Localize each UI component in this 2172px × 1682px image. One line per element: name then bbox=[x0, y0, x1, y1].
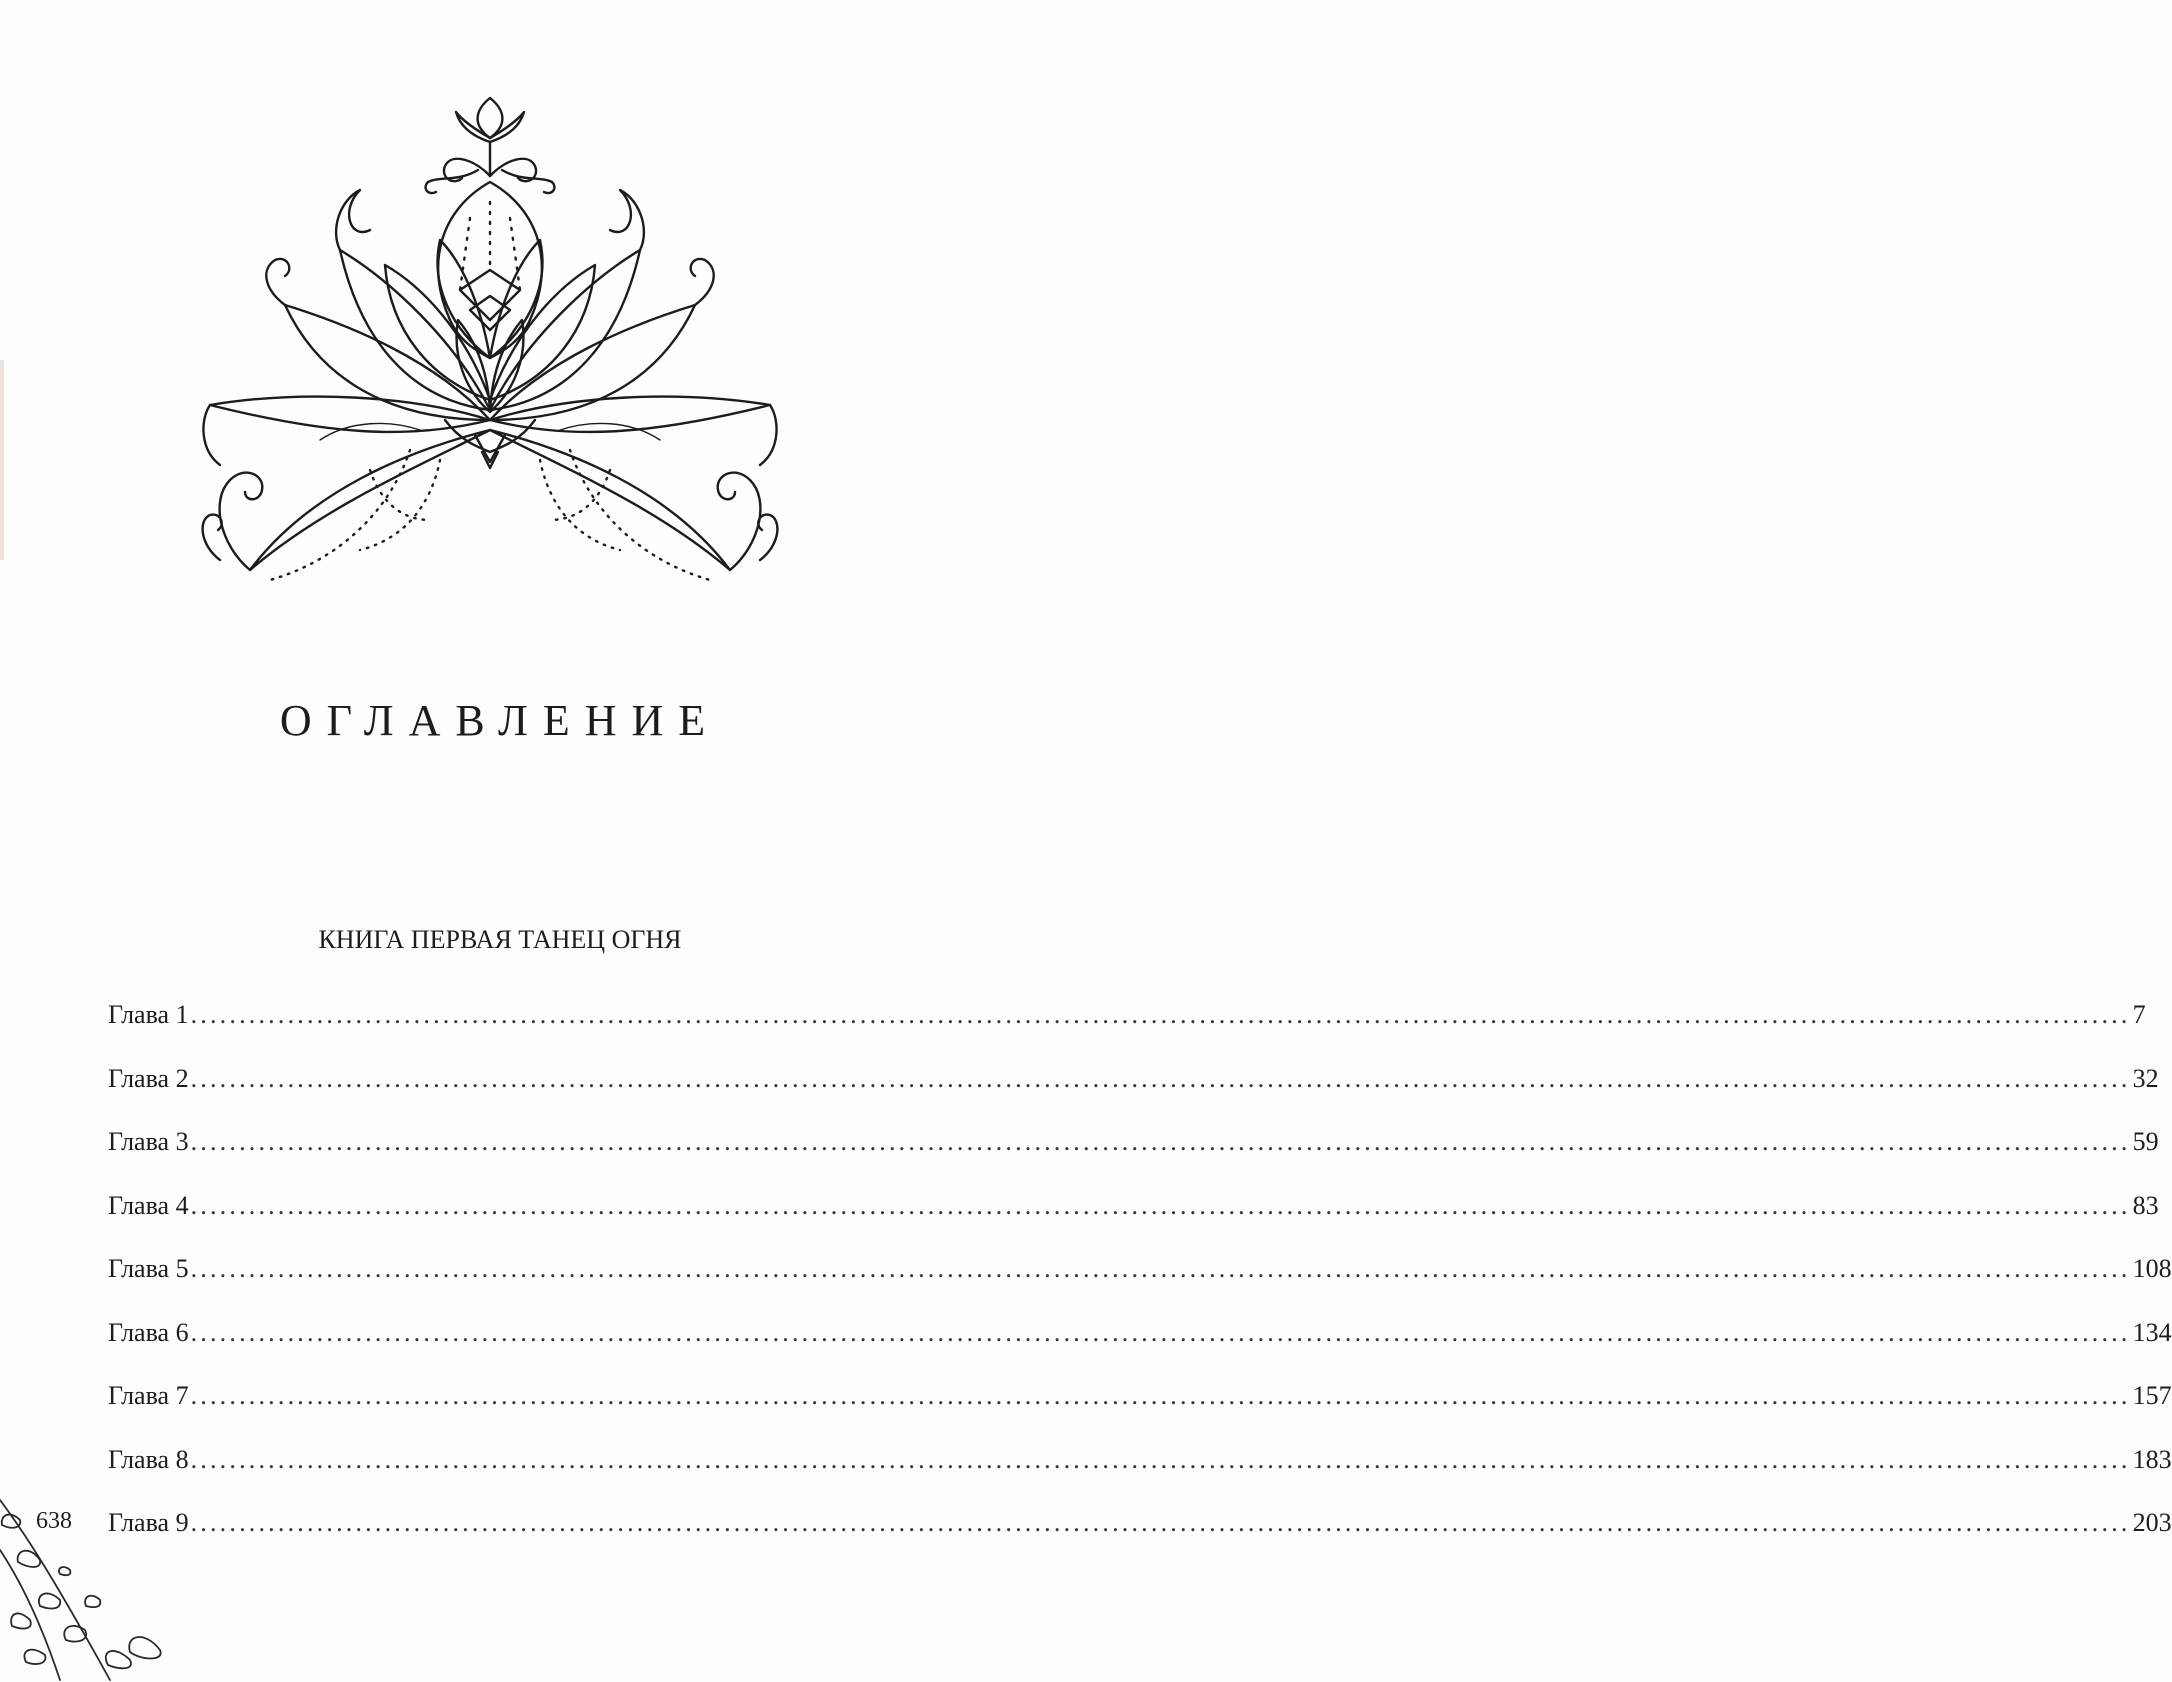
toc-leader-dots: ........................................................................................................................................................................................................ bbox=[190, 1444, 2131, 1474]
toc-entry bbox=[108, 1381, 2172, 1445]
page-number: 638 bbox=[36, 1508, 72, 1534]
toc-entry-page: 203 bbox=[2132, 1508, 2172, 1537]
toc-entry-label: Глава 6 bbox=[108, 1317, 189, 1347]
page-title: ОГЛАВЛЕНИЕ bbox=[279, 696, 721, 745]
toc-entry-page: 59 bbox=[2132, 1127, 2159, 1156]
book-title: КНИГА ПЕРВАЯ ТАНЕЦ ОГНЯ bbox=[318, 925, 682, 954]
toc-entry bbox=[108, 1063, 2159, 1128]
toc-entry-page: 157 bbox=[2132, 1381, 2172, 1410]
toc-entry bbox=[108, 1254, 2172, 1318]
toc-leader-dots: ........................................................................................................................................................................................................ bbox=[190, 1317, 2131, 1347]
toc-entry bbox=[108, 1444, 2172, 1509]
floral-corner-icon bbox=[0, 1480, 190, 1682]
toc-entry-label: Глава 7 bbox=[108, 1381, 189, 1410]
page-edge-shadow bbox=[0, 360, 6, 560]
toc-entry-page: 134 bbox=[2132, 1317, 2172, 1347]
toc-entry-page: 83 bbox=[2132, 1190, 2159, 1220]
toc-entry-label: Глава 1 bbox=[108, 1000, 189, 1029]
toc-leader-dots: ........................................................................................................................................................................................................ bbox=[190, 1000, 2131, 1029]
toc-leader-dots: ........................................................................................................................................................................................................ bbox=[190, 1063, 2131, 1093]
toc-entry-label: Глава 8 bbox=[108, 1444, 189, 1474]
toc-entry-label: Глава 5 bbox=[108, 1254, 189, 1283]
toc-leader-dots: ........................................................................................................................................................................................................ bbox=[190, 1127, 2131, 1156]
toc-entry bbox=[108, 1508, 2172, 1572]
toc-leader-dots: ........................................................................................................................................................................................................ bbox=[190, 1190, 2131, 1220]
toc-entry-page: 108 bbox=[2132, 1254, 2172, 1283]
toc-leader-dots: ........................................................................................................................................................................................................ bbox=[190, 1508, 2131, 1537]
toc-entry bbox=[108, 1127, 2159, 1191]
toc-leader-dots: ........................................................................................................................................................................................................ bbox=[190, 1381, 2131, 1410]
toc-entry-label: Глава 2 bbox=[108, 1063, 189, 1093]
toc-entry-label: Глава 3 bbox=[108, 1127, 189, 1156]
lotus-ornament-icon bbox=[190, 90, 790, 650]
toc-entry bbox=[108, 1190, 2159, 1255]
toc-entry bbox=[108, 1000, 2146, 1064]
toc-entry bbox=[108, 1317, 2172, 1382]
toc-entry-page: 183 bbox=[2132, 1444, 2172, 1474]
toc-entry-page: 32 bbox=[2132, 1063, 2159, 1093]
table-of-contents bbox=[108, 1000, 2172, 1572]
toc-leader-dots: ........................................................................................................................................................................................................ bbox=[190, 1254, 2131, 1283]
toc-entry-page: 7 bbox=[2132, 1000, 2146, 1029]
toc-entry-label: Глава 9 bbox=[108, 1508, 189, 1537]
toc-entry-label: Глава 4 bbox=[108, 1190, 189, 1220]
